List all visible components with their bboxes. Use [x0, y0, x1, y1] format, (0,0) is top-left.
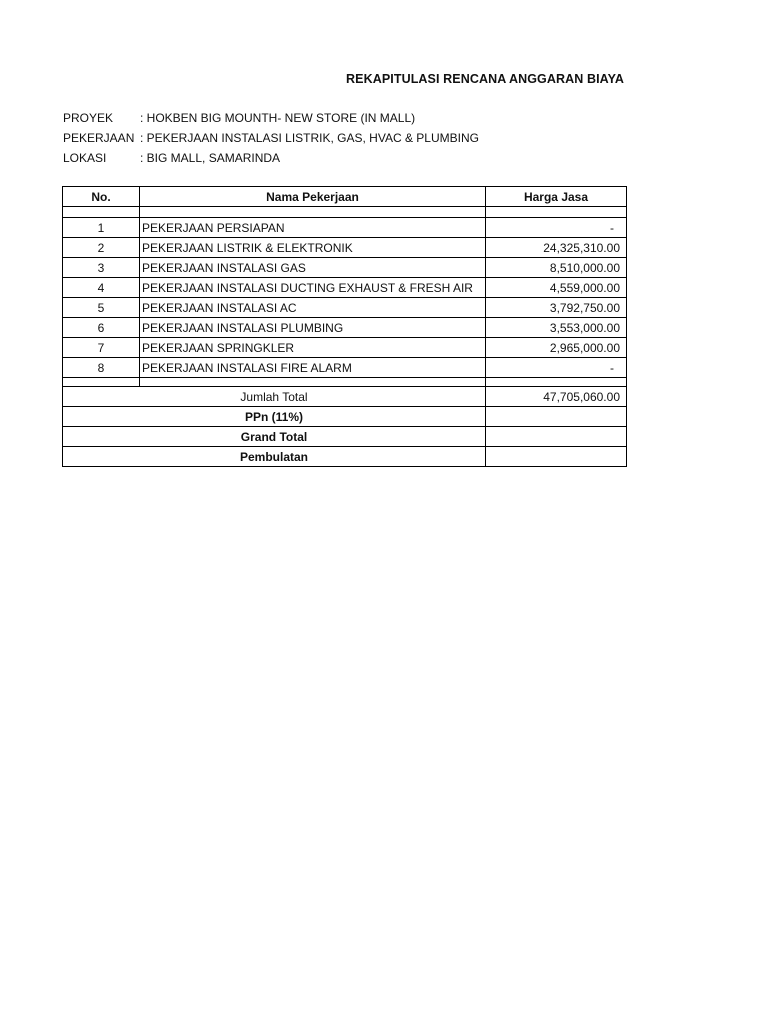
meta-proyek-key: PROYEK: [63, 111, 114, 125]
row-harga: 2,965,000.00: [486, 338, 627, 358]
meta-lokasi: [63, 151, 280, 165]
meta-lokasi-key: LOKASI: [63, 151, 107, 165]
row-nama: PEKERJAAN INSTALASI DUCTING EXHAUST & FRESH AIR: [140, 278, 486, 298]
meta-pekerjaan-value: : PEKERJAAN INSTALASI LISTRIK, GAS, HVAC & PLUMBING: [140, 131, 479, 145]
row-no: 3: [63, 258, 140, 278]
budget-table: [62, 186, 627, 467]
meta-pekerjaan-key: PEKERJAAN: [63, 131, 135, 145]
table-row: [63, 298, 627, 318]
row-no: 7: [63, 338, 140, 358]
row-no: 5: [63, 298, 140, 318]
summary-label: Pembulatan: [63, 447, 486, 467]
row-no: 4: [63, 278, 140, 298]
row-nama: PEKERJAAN INSTALASI PLUMBING: [140, 318, 486, 338]
summary-value: [486, 407, 627, 427]
table-row: [63, 258, 627, 278]
meta-proyek: [63, 111, 415, 125]
row-no: 2: [63, 238, 140, 258]
table-row: [63, 358, 627, 378]
meta-proyek-value: : HOKBEN BIG MOUNTH- NEW STORE (IN MALL): [140, 111, 416, 125]
summary-label: Jumlah Total: [63, 387, 486, 407]
summary-row-grand-total: [63, 427, 627, 447]
header-no: No.: [63, 187, 140, 207]
summary-value: [486, 427, 627, 447]
meta-pekerjaan: [63, 131, 479, 145]
row-nama: PEKERJAAN LISTRIK & ELEKTRONIK: [140, 238, 486, 258]
table-row: [63, 238, 627, 258]
spacer-row: [63, 378, 627, 387]
table-header-row: [63, 187, 627, 207]
row-harga: 4,559,000.00: [486, 278, 627, 298]
summary-value: [486, 447, 627, 467]
summary-label: Grand Total: [63, 427, 486, 447]
row-harga: 3,792,750.00: [486, 298, 627, 318]
header-nama-pekerjaan: Nama Pekerjaan: [140, 187, 486, 207]
row-harga: 24,325,310.00: [486, 238, 627, 258]
row-no: 1: [63, 218, 140, 238]
summary-label: PPn (11%): [63, 407, 486, 427]
summary-row-ppn: [63, 407, 627, 427]
table-row: [63, 318, 627, 338]
row-nama: PEKERJAAN PERSIAPAN: [140, 218, 486, 238]
spacer-row: [63, 207, 627, 218]
document-title: REKAPITULASI RENCANA ANGGARAN BIAYA: [346, 72, 625, 86]
header-harga-jasa: Harga Jasa: [486, 187, 627, 207]
table-row: [63, 338, 627, 358]
table-row: [63, 278, 627, 298]
row-nama: PEKERJAAN SPRINGKLER: [140, 338, 486, 358]
meta-lokasi-value: : BIG MALL, SAMARINDA: [140, 151, 281, 165]
summary-row-jumlah-total: [63, 387, 627, 407]
row-nama: PEKERJAAN INSTALASI GAS: [140, 258, 486, 278]
row-no: 8: [63, 358, 140, 378]
summary-value: 47,705,060.00: [486, 387, 627, 407]
row-harga: 3,553,000.00: [486, 318, 627, 338]
row-nama: PEKERJAAN INSTALASI FIRE ALARM: [140, 358, 486, 378]
summary-row-pembulatan: [63, 447, 627, 467]
row-nama: PEKERJAAN INSTALASI AC: [140, 298, 486, 318]
row-no: 6: [63, 318, 140, 338]
table-row: [63, 218, 627, 238]
row-harga: -: [486, 358, 627, 378]
row-harga: -: [486, 218, 627, 238]
row-harga: 8,510,000.00: [486, 258, 627, 278]
